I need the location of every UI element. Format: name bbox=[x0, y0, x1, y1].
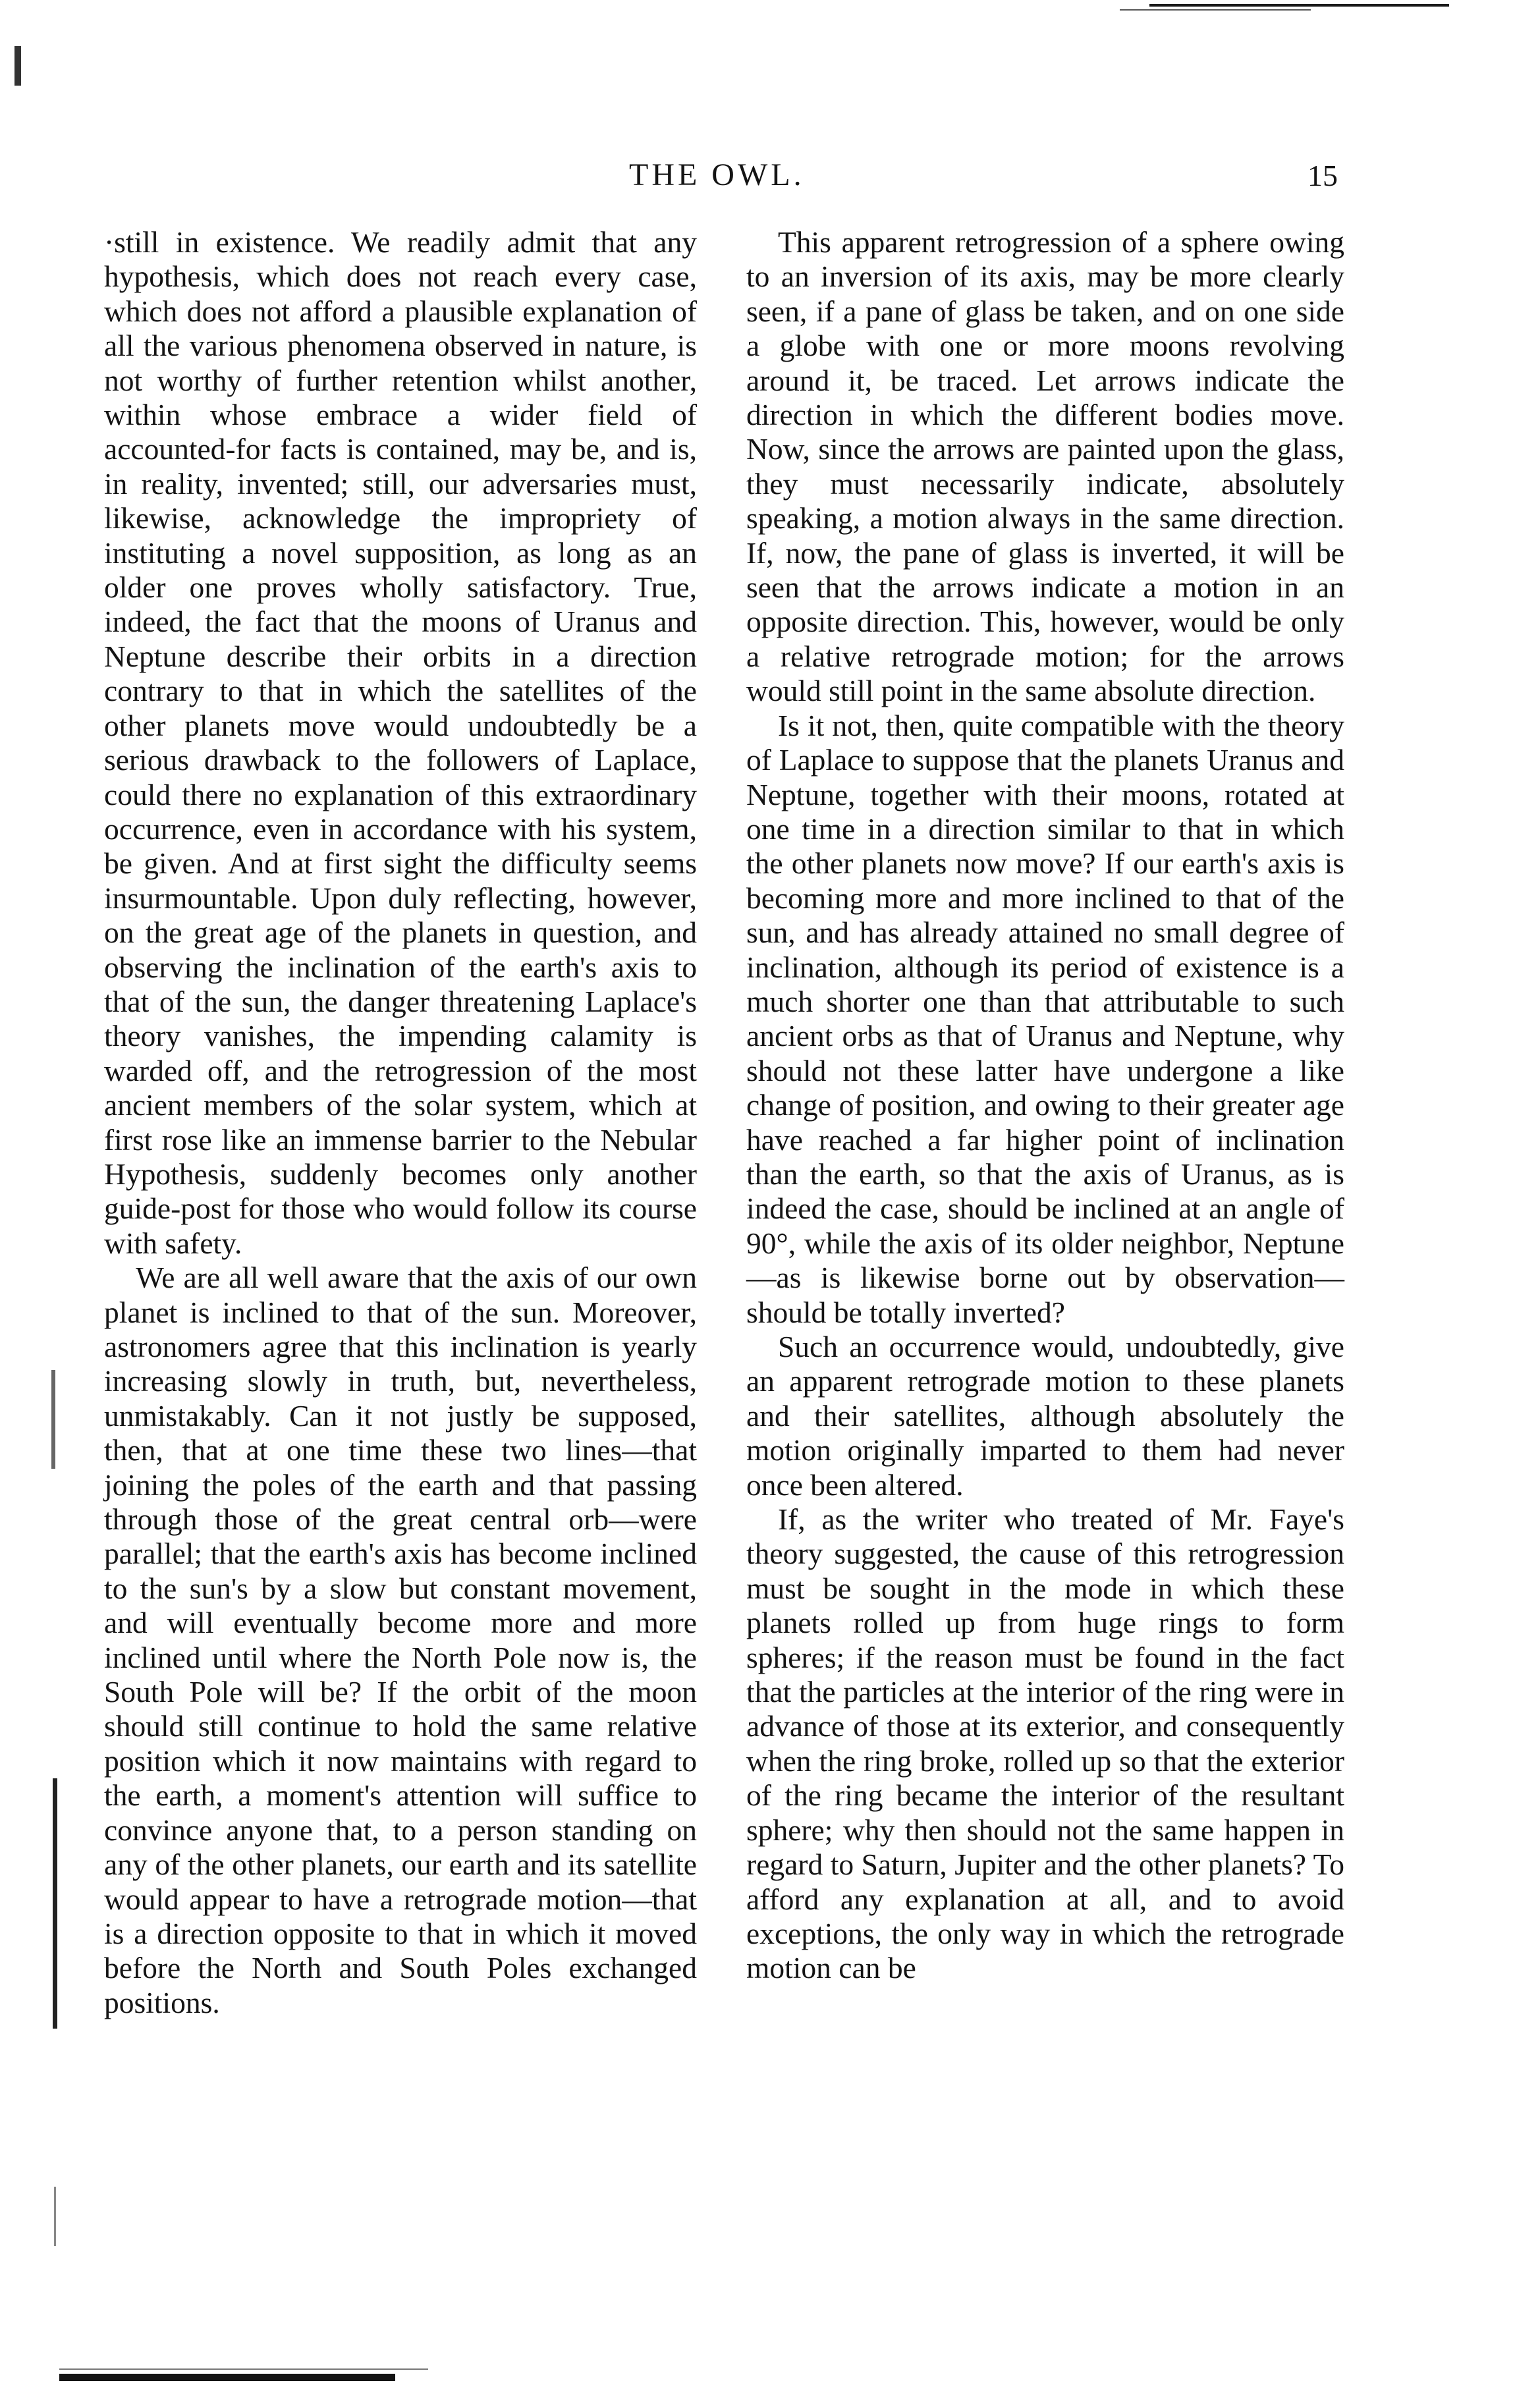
paragraph: This apparent retrogression of a sphere owing to an inversion of its axis, may be more clearly seen, if a pane of glass be taken, and on one side a globe with one or more moons revolving around it, be traced. Let arrows indicate the direction in which the different bodies move. Now, since the arrows are painted upon the glass, they must necessarily indicate, absolutely speaking, a motion always in the same direction. If, now, the pane of glass is inverted, it will be seen that the arrows indicate a motion in an opposite direction. This, however, would be only a relative retrograde motion; for the arrows would still point in the same absolute direction. bbox=[746, 225, 1344, 708]
binding-mark bbox=[53, 1778, 57, 2029]
paragraph: Is it not, then, quite compatible with the theory of Laplace to suppose that the planets Uranus and Neptune, together with their moons, rotated at one time in a direction similar to that in which the other planets now move? If our earth's axis is becoming more and more inclined to that of the sun, and has already attained no small degree of inclination, although its period of existence is a much shorter one than that attributable to such ancient orbs as that of Uranus and Neptune, why should not these latter have undergone a like change of position, and owing to their greater age have reached a far higher point of inclination than the earth, so that the axis of Uranus, as is indeed the case, should be inclined at an angle of 90°, while the axis of its older neighbor, Neptune—as is likewise borne out by observation—should be totally inverted? bbox=[746, 708, 1344, 1329]
running-head bbox=[0, 157, 1513, 196]
bottom-border-thin-rule bbox=[59, 2368, 428, 2370]
binding-mark bbox=[51, 1370, 55, 1469]
bottom-border-rule bbox=[59, 2374, 395, 2381]
top-border-thin-rule bbox=[1120, 9, 1311, 11]
page-number: 15 bbox=[1307, 159, 1338, 192]
running-title: THE OWL. bbox=[629, 157, 805, 192]
paragraph: We are all well aware that the axis of our own planet is inclined to that of the sun. Moreover, astronomers agree that this inclination is yearly increasing slowly in truth, but, nevertheless, unmistakably. Can it not justly be supposed, then, that at one time these two lines—that joining the poles of the earth and that passing through those of the great central orb—were parallel; that the earth's axis has become inclined to the sun's by a slow but constant movement, and will eventually become more and more inclined until where the North Pole now is, the South Pole will be? If the orbit of the moon should still continue to hold the same relative position which it now maintains with regard to the earth, a moment's attention will suffice to convince anyone that, to a person standing on any of the other planets, our earth and its satellite would appear to have a retrograde motion—that is a direction opposite to that in which it moved before the North and South Poles exchanged positions. bbox=[104, 1261, 697, 2019]
binding-mark bbox=[14, 46, 21, 86]
binding-mark bbox=[54, 2187, 56, 2246]
paragraph: If, as the writer who treated of Mr. Faye's theory suggested, the cause of this retrogression must be sought in the mode in which these planets rolled up from huge rings to form spheres; if the reason must be found in the fact that the particles at the interior of the ring were in advance of those at its exterior, and consequently when the ring broke, rolled up so that the exterior of the ring became the interior of the resultant sphere; why then should not the same happen in regard to Saturn, Jupiter and the other planets? To afford any explanation at all, and to avoid exceptions, the only way in which the retrograde motion can be bbox=[746, 1502, 1344, 1985]
paragraph: ·still in existence. We readily admit that any hypothesis, which does not reach every case, which does not afford a plausible explanation of all the various phenomena observed in nature, is not worthy of further retention whilst another, within whose embrace a wider field of accounted-for facts is contained, may be, and is, in reality, invented; still, our adversaries must, likewise, acknowledge the impropriety of instituting a novel supposition, as long as an older one proves wholly satisfactory. True, indeed, the fact that the moons of Uranus and Neptune describe their orbits in a direction contrary to that in which the satellites of the other planets move would undoubtedly be a serious drawback to the followers of Laplace, could there no explanation of this extraordinary occurrence, even in accordance with his system, be given. And at first sight the difficulty seems insurmountable. Upon duly reflecting, however, on the great age of the planets in question, and observing the inclination of the earth's axis to that of the sun, the danger threatening Laplace's theory vanishes, the impending calamity is warded off, and the retrogression of the most ancient members of the solar system, which at first rose like an immense barrier to the Nebular Hypothesis, suddenly becomes only another guide-post for those who would follow its course with safety. bbox=[104, 225, 697, 1260]
right-text-column bbox=[746, 225, 1344, 1986]
left-text-column bbox=[104, 225, 697, 2020]
paragraph: Such an occurrence would, undoubtedly, give an apparent retrograde motion to these planets and their satellites, although absolutely the motion originally imparted to them had never once been altered. bbox=[746, 1330, 1344, 1502]
top-border-rule bbox=[1149, 4, 1449, 7]
